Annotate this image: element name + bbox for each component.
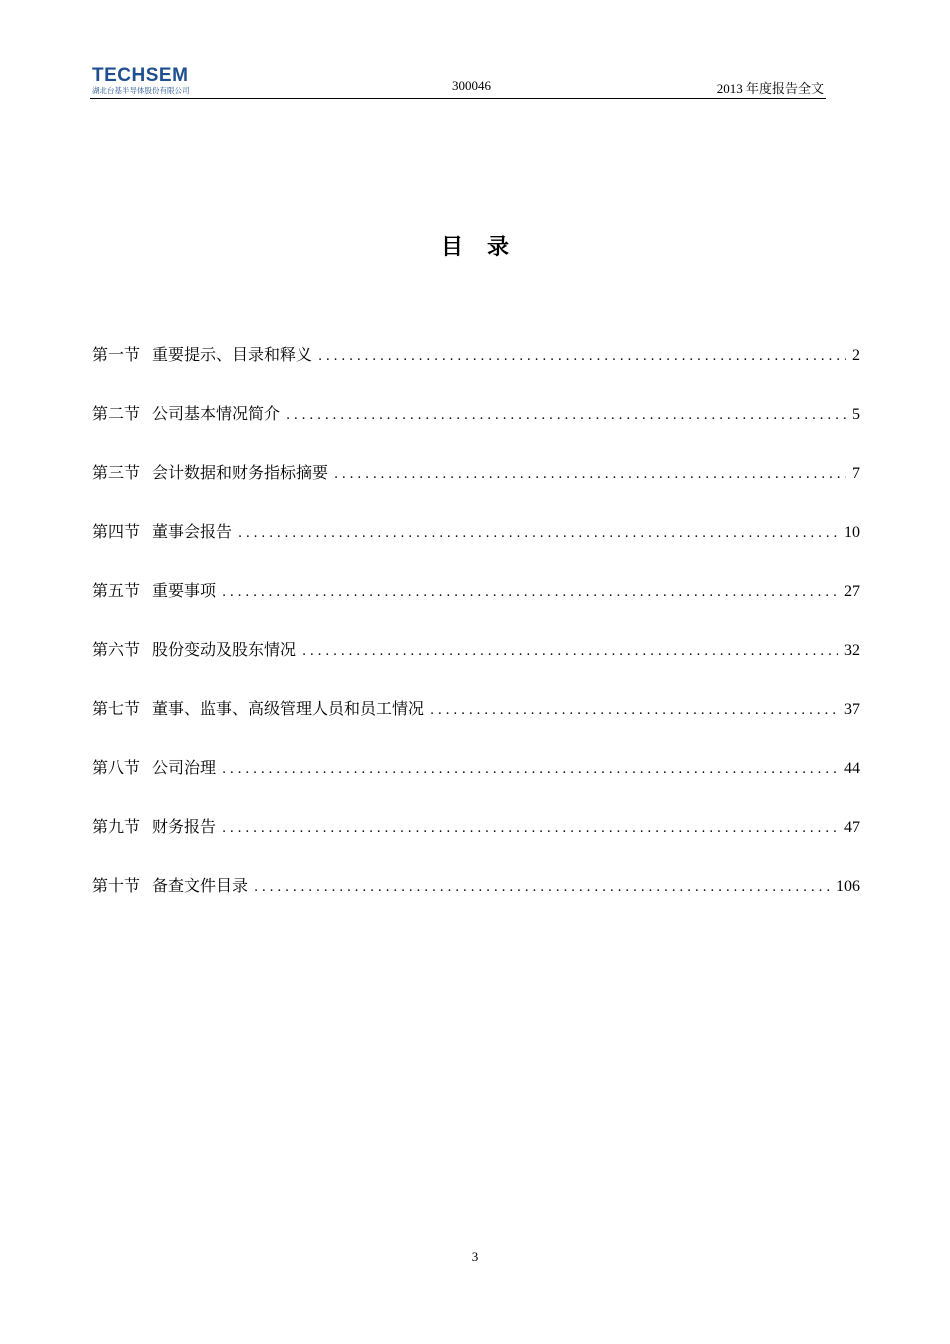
toc-section-title: 会计数据和财务指标摘要 <box>152 463 329 482</box>
report-title: 2013 年度报告全文 <box>716 81 824 96</box>
toc-section-number: 第三节 <box>92 463 141 482</box>
page-header <box>90 64 826 99</box>
toc-section-number: 第七节 <box>92 699 141 718</box>
company-logo <box>92 66 190 95</box>
toc-page-number: 106 <box>836 878 860 895</box>
toc-page-number: 10 <box>844 524 860 541</box>
toc-page-number: 44 <box>844 760 860 777</box>
logo-wordmark: TECHSEM <box>92 65 189 86</box>
toc-entry[interactable] <box>92 519 860 578</box>
toc-entry[interactable] <box>92 637 860 696</box>
toc-section-title: 重要提示、目录和释义 <box>152 345 313 364</box>
toc-section-title: 公司治理 <box>152 758 217 777</box>
toc-leader-dots <box>302 644 838 659</box>
toc-entry[interactable] <box>92 460 860 519</box>
toc-entry[interactable] <box>92 755 860 814</box>
toc-section-number: 第九节 <box>92 817 141 836</box>
toc-leader-dots <box>254 880 830 895</box>
toc-leader-dots <box>286 408 846 423</box>
logo-subtitle: 湖北台基半导体股份有限公司 <box>92 86 190 95</box>
toc-leader-dots <box>318 349 846 364</box>
toc-leader-dots <box>222 585 838 600</box>
toc-page-number: 27 <box>844 583 860 600</box>
toc-page-number: 47 <box>844 819 860 836</box>
toc-page-number: 5 <box>852 406 860 423</box>
toc-entry[interactable] <box>92 578 860 637</box>
toc-section-title: 董事、监事、高级管理人员和员工情况 <box>152 699 425 718</box>
toc-entry[interactable] <box>92 696 860 755</box>
table-of-contents <box>92 342 860 932</box>
toc-section-title: 董事会报告 <box>152 522 233 541</box>
toc-section-number: 第四节 <box>92 522 141 541</box>
toc-section-title: 财务报告 <box>152 817 217 836</box>
toc-entry[interactable] <box>92 873 860 932</box>
toc-entry[interactable] <box>92 814 860 873</box>
toc-entry[interactable] <box>92 342 860 401</box>
toc-leader-dots <box>222 762 838 777</box>
toc-leader-dots <box>334 467 846 482</box>
toc-section-title: 公司基本情况简介 <box>152 404 281 423</box>
toc-section-title: 股份变动及股东情况 <box>152 640 297 659</box>
toc-section-number: 第二节 <box>92 404 141 423</box>
toc-section-title: 备查文件目录 <box>152 876 249 895</box>
stock-code: 300046 <box>452 78 491 93</box>
toc-leader-dots <box>222 821 838 836</box>
toc-section-title: 重要事项 <box>152 581 217 600</box>
toc-page-number: 32 <box>844 642 860 659</box>
toc-section-number: 第五节 <box>92 581 141 600</box>
toc-section-number: 第一节 <box>92 345 141 364</box>
toc-section-number: 第六节 <box>92 640 141 659</box>
toc-leader-dots <box>238 526 838 541</box>
toc-page-number: 2 <box>852 347 860 364</box>
toc-heading: 目录 <box>440 235 533 260</box>
toc-entry[interactable] <box>92 401 860 460</box>
toc-page-number: 37 <box>844 701 860 718</box>
page-number: 3 <box>471 1249 479 1264</box>
toc-leader-dots <box>430 703 838 718</box>
toc-section-number: 第十节 <box>92 876 141 895</box>
toc-section-number: 第八节 <box>92 758 141 777</box>
toc-page-number: 7 <box>852 465 860 482</box>
